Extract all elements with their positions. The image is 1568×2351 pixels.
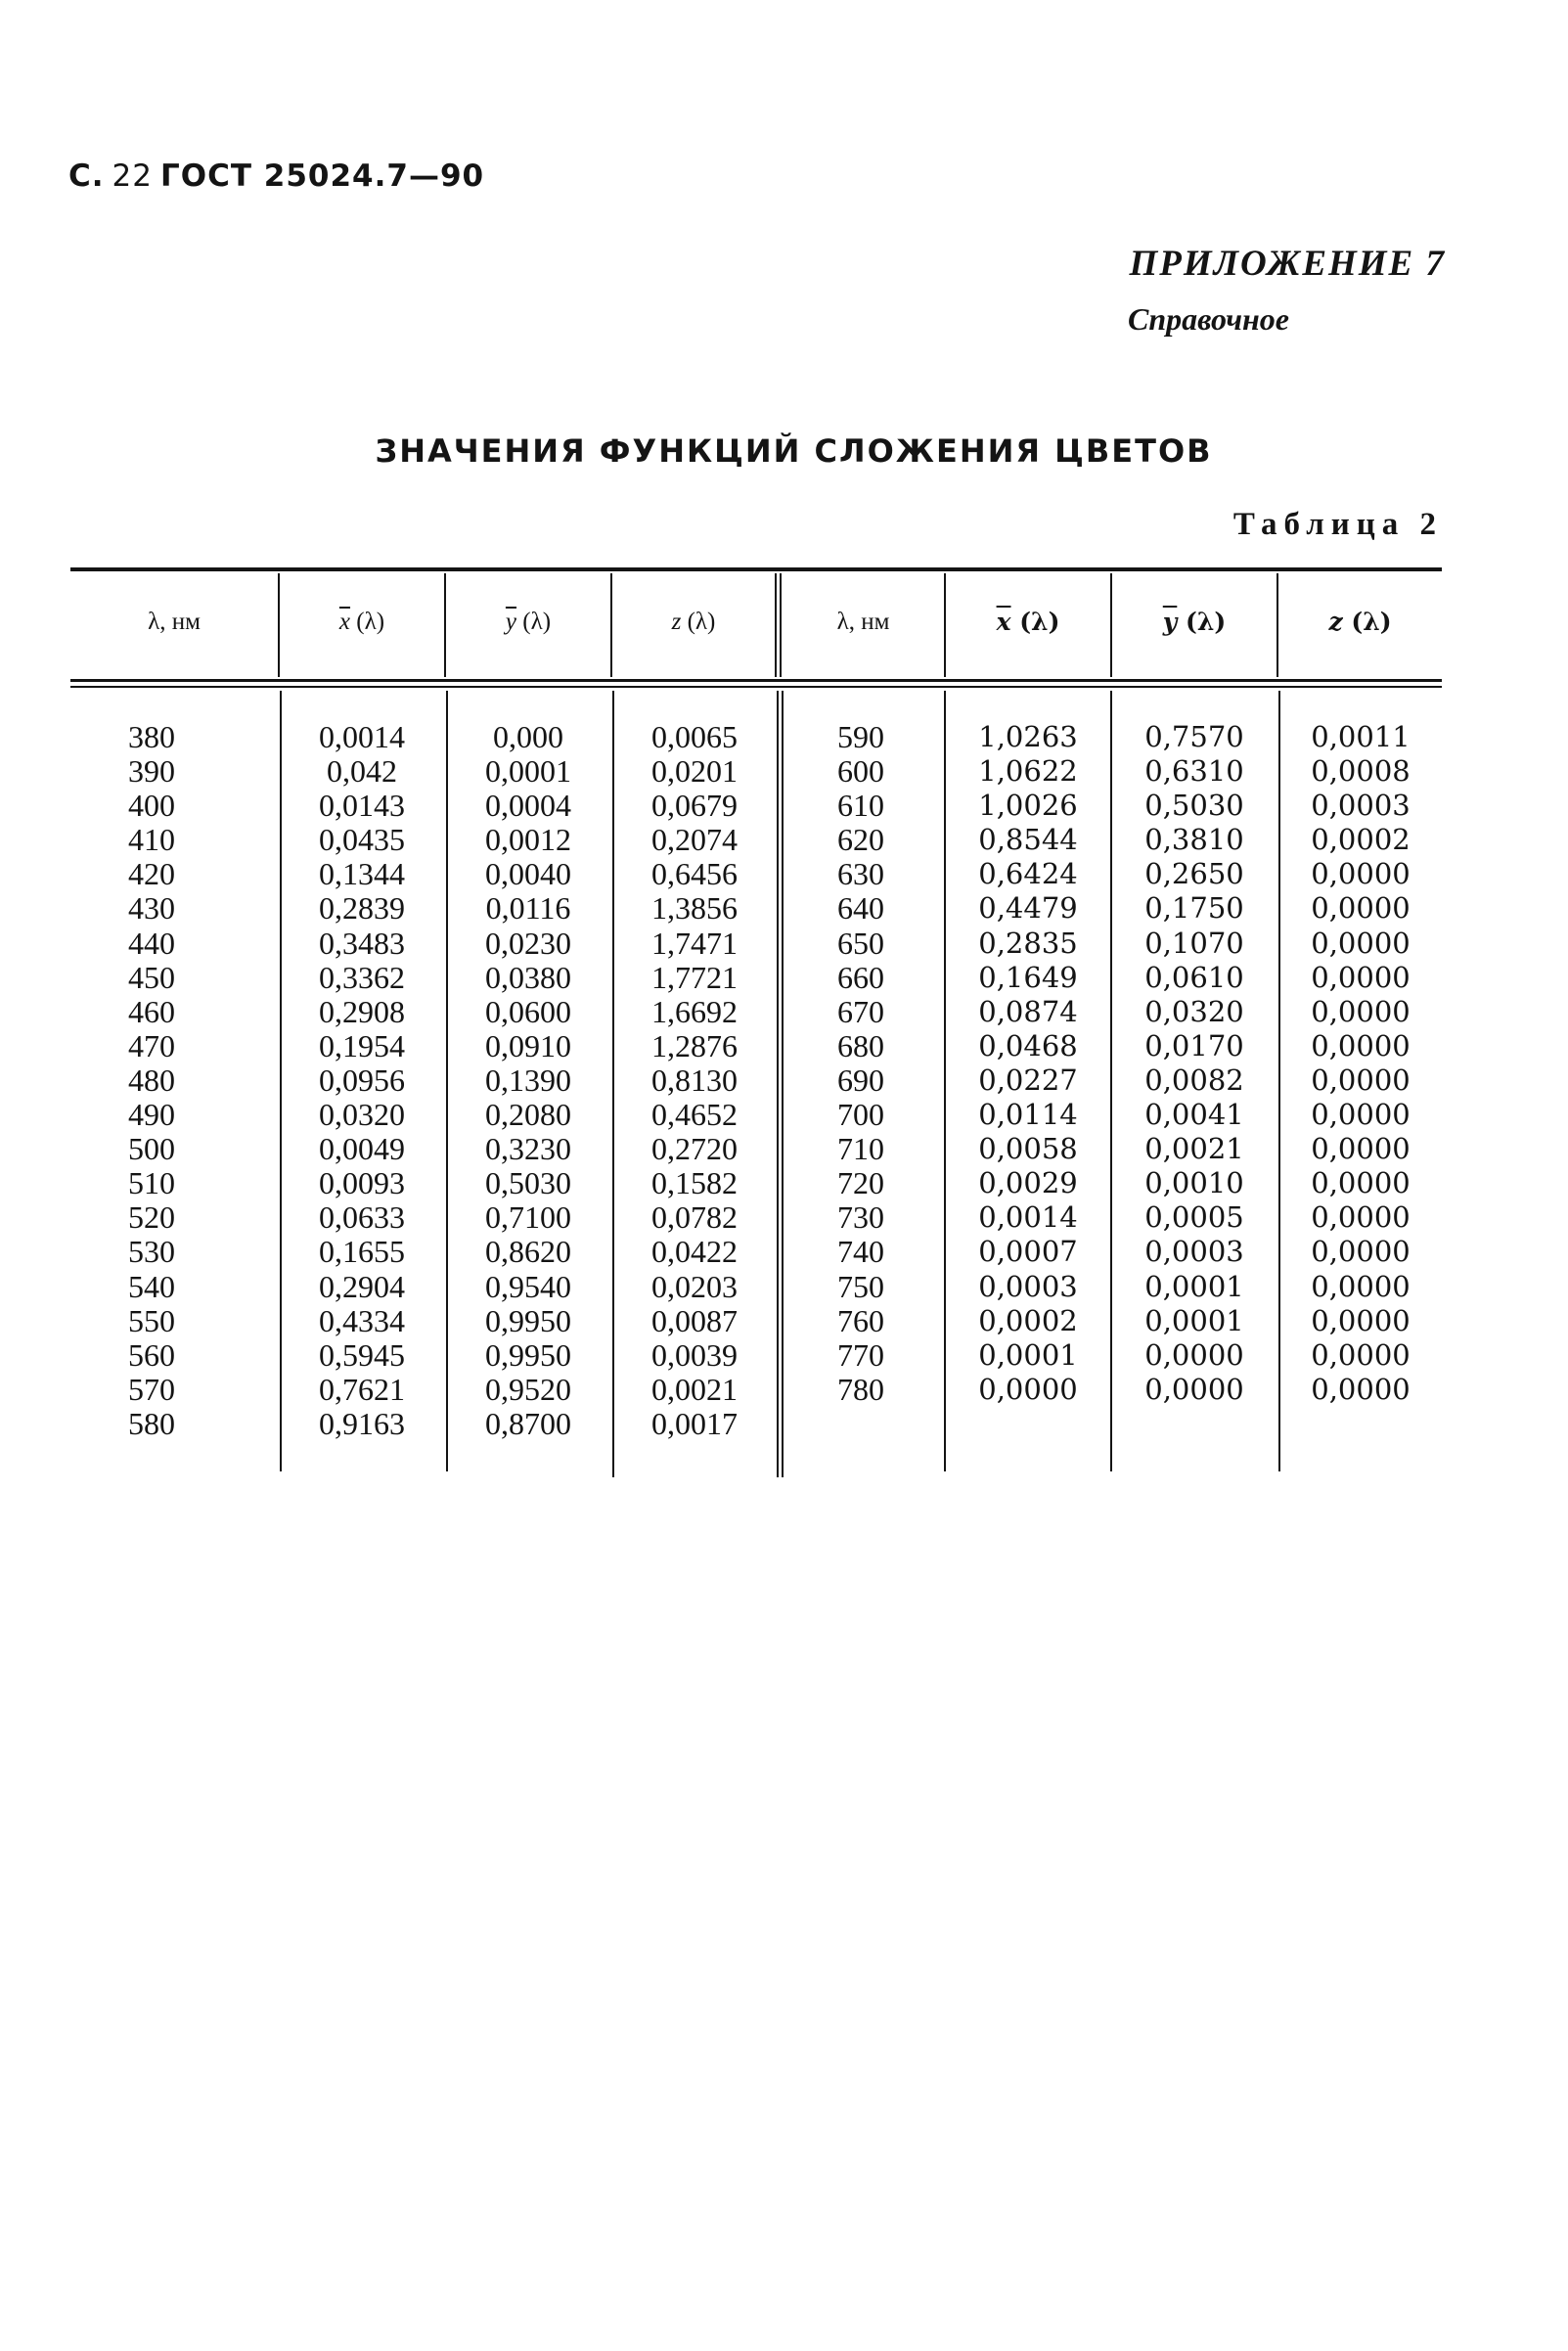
table-cell: 0,5945 bbox=[319, 1336, 405, 1373]
header-x-right-symbol: $\overline{x}$ bbox=[996, 608, 1011, 636]
table-cell: 480 bbox=[128, 1062, 175, 1098]
header-x-left-arg: (λ) bbox=[356, 609, 385, 635]
table-cell: 0,0012 bbox=[485, 822, 571, 858]
table-cell: 0,6424 bbox=[978, 857, 1078, 891]
table-cell: 0,0003 bbox=[1311, 789, 1411, 823]
table-cell: 0,0000 bbox=[1311, 1200, 1411, 1235]
table-cell: 1,6692 bbox=[651, 993, 738, 1029]
table-cell: 0,0007 bbox=[978, 1235, 1078, 1269]
table-cell: 0,0320 bbox=[1144, 994, 1244, 1028]
table-cell: 610 bbox=[837, 788, 884, 824]
table-cell: 1,0026 bbox=[978, 789, 1078, 823]
table-cell: 430 bbox=[128, 890, 175, 927]
column-y-left bbox=[450, 720, 606, 1441]
table-cell: 0,3810 bbox=[1144, 823, 1244, 857]
table-cell: 710 bbox=[837, 1131, 884, 1167]
table-cell: 0,0004 bbox=[485, 788, 571, 824]
table-cell: 0,0014 bbox=[978, 1200, 1078, 1235]
table-cell: 0,7621 bbox=[319, 1371, 405, 1407]
table-cell: 0,2074 bbox=[651, 822, 738, 858]
table-cell: 0,0910 bbox=[485, 1027, 571, 1063]
table-cell: 0,0011 bbox=[1311, 720, 1411, 753]
header-x-left bbox=[280, 603, 444, 642]
column-divider bbox=[1110, 691, 1112, 1471]
table-cell: 0,5030 bbox=[1144, 789, 1244, 823]
table-cell: 0,9950 bbox=[485, 1336, 571, 1373]
table-cell: 0,0000 bbox=[1311, 1028, 1411, 1062]
table-cell: 0,0010 bbox=[1144, 1166, 1244, 1200]
table-cell: 390 bbox=[128, 753, 175, 790]
column-divider bbox=[944, 691, 946, 1471]
table-cell: 0,0000 bbox=[1311, 1337, 1411, 1372]
table-cell: 450 bbox=[128, 959, 175, 995]
table-cell: 1,0263 bbox=[978, 720, 1078, 753]
table-cell: 0,9163 bbox=[319, 1405, 405, 1441]
table-cell: 0,000 bbox=[493, 719, 563, 754]
table-cell: 0,3230 bbox=[485, 1131, 571, 1167]
header-z-left bbox=[612, 603, 775, 642]
page-header bbox=[68, 158, 484, 194]
table-cell: 650 bbox=[837, 925, 884, 961]
table-cell: 0,0000 bbox=[1311, 926, 1411, 960]
table-cell: 0,0041 bbox=[1144, 1098, 1244, 1132]
table-cell: 0,0000 bbox=[1311, 1098, 1411, 1132]
page-title: ЗНАЧЕНИЯ ФУНКЦИЙ СЛОЖЕНИЯ ЦВЕТОВ bbox=[375, 432, 1213, 470]
table-cell: 600 bbox=[837, 753, 884, 790]
table-cell: 0,0014 bbox=[319, 719, 405, 754]
appendix-label: ПРИЛОЖЕНИЕ 7 bbox=[1129, 244, 1446, 284]
table-cell: 0,0000 bbox=[1311, 1062, 1411, 1097]
table-cell: 0,1655 bbox=[319, 1234, 405, 1270]
table-cell: 0,1649 bbox=[978, 960, 1078, 994]
table-cell: 0,0000 bbox=[1311, 1269, 1411, 1303]
header-z-left-arg: (λ) bbox=[687, 609, 716, 635]
table-cell: 0,0633 bbox=[319, 1199, 405, 1236]
table-cell: 0,0008 bbox=[1311, 754, 1411, 789]
table-cell: 0,0679 bbox=[651, 788, 738, 824]
table-cell: 730 bbox=[837, 1199, 884, 1236]
table-cell: 0,0116 bbox=[485, 890, 571, 927]
table-cell: 0,0087 bbox=[651, 1302, 738, 1338]
table-cell: 0,0000 bbox=[1311, 857, 1411, 891]
table-cell: 0,0005 bbox=[1144, 1200, 1244, 1235]
table-cell: 660 bbox=[837, 959, 884, 995]
column-wavelength-left bbox=[88, 720, 215, 1441]
table-label: Таблица 2 bbox=[1232, 507, 1443, 542]
column-z-right bbox=[1281, 720, 1440, 1407]
table-cell: 0,0610 bbox=[1144, 960, 1244, 994]
table-cell: 0,0003 bbox=[978, 1269, 1078, 1303]
header-z-right-arg: (λ) bbox=[1351, 608, 1392, 636]
table-cell: 540 bbox=[128, 1268, 175, 1304]
table-cell: 0,0227 bbox=[978, 1062, 1078, 1097]
column-divider bbox=[612, 691, 614, 1477]
table-cell: 0,7100 bbox=[485, 1199, 571, 1236]
column-z-left bbox=[616, 720, 773, 1441]
table-top-rule bbox=[70, 567, 1442, 571]
table-cell: 0,4652 bbox=[651, 1097, 738, 1133]
column-divider bbox=[1278, 691, 1280, 1471]
table-cell: 0,0049 bbox=[319, 1131, 405, 1167]
table-cell: 0,8544 bbox=[978, 823, 1078, 857]
table-cell: 0,1582 bbox=[651, 1165, 738, 1201]
table-cell: 0,1390 bbox=[485, 1062, 571, 1098]
table-cell: 530 bbox=[128, 1234, 175, 1270]
table-cell: 0,1070 bbox=[1144, 926, 1244, 960]
standard-code: ГОСТ 25024.7—90 bbox=[159, 158, 485, 194]
header-y-right-symbol: $\overline{y}$ bbox=[1162, 608, 1178, 636]
table-cell: 0,0170 bbox=[1144, 1028, 1244, 1062]
table-cell: 0,0001 bbox=[978, 1337, 1078, 1372]
table-cell: 620 bbox=[837, 822, 884, 858]
table-cell: 0,0093 bbox=[319, 1165, 405, 1201]
column-divider bbox=[446, 691, 448, 1471]
header-y-left bbox=[446, 603, 610, 642]
table-cell: 720 bbox=[837, 1165, 884, 1201]
table-cell: 1,3856 bbox=[651, 890, 738, 927]
table-cell: 0,0320 bbox=[319, 1097, 405, 1133]
table-cell: 770 bbox=[837, 1336, 884, 1373]
table-cell: 0,0001 bbox=[1144, 1303, 1244, 1337]
table-cell: 0,0021 bbox=[1144, 1132, 1244, 1166]
header-wavelength-right: λ, нм bbox=[836, 609, 890, 635]
header-wavelength-left: λ, нм bbox=[148, 609, 201, 635]
table-cell: 490 bbox=[128, 1097, 175, 1133]
table-cell: 0,0143 bbox=[319, 788, 405, 824]
table-cell: 0,0230 bbox=[485, 925, 571, 961]
table-cell: 1,7471 bbox=[651, 925, 738, 961]
table-cell: 700 bbox=[837, 1097, 884, 1133]
table-cell: 0,1954 bbox=[319, 1027, 405, 1063]
table-cell: 0,8130 bbox=[651, 1062, 738, 1098]
header-y-left-arg: (λ) bbox=[522, 609, 552, 635]
table-cell: 740 bbox=[837, 1234, 884, 1270]
table-cell: 1,2876 bbox=[651, 1027, 738, 1063]
column-y-right bbox=[1115, 720, 1274, 1407]
table-cell: 470 bbox=[128, 1027, 175, 1063]
page-number: 22 bbox=[112, 158, 153, 194]
table-cell: 500 bbox=[128, 1131, 175, 1167]
table-cell: 410 bbox=[128, 822, 175, 858]
header-z-right bbox=[1278, 603, 1442, 642]
table-cell: 590 bbox=[837, 719, 884, 754]
table-cell: 0,0435 bbox=[319, 822, 405, 858]
table-cell: 0,0017 bbox=[651, 1405, 738, 1441]
table-cell: 640 bbox=[837, 890, 884, 927]
table-cell: 0,0201 bbox=[651, 753, 738, 790]
header-y-right bbox=[1112, 603, 1277, 642]
appendix-status: Справочное bbox=[1128, 301, 1289, 337]
table-cell: 0,7570 bbox=[1144, 720, 1244, 753]
table-cell: 0,3362 bbox=[319, 959, 405, 995]
header-rule bbox=[70, 679, 1442, 682]
table-cell: 400 bbox=[128, 788, 175, 824]
table-cell: 750 bbox=[837, 1268, 884, 1304]
table-cell: 1,7721 bbox=[651, 959, 738, 995]
header-z-left-symbol: z bbox=[671, 609, 682, 635]
table-cell: 550 bbox=[128, 1302, 175, 1338]
column-divider bbox=[280, 691, 282, 1471]
column-divider-double bbox=[775, 573, 777, 677]
page-prefix: С. bbox=[68, 158, 105, 194]
table-cell: 580 bbox=[128, 1405, 175, 1441]
column-wavelength-right bbox=[783, 720, 939, 1407]
table-cell: 0,0000 bbox=[1311, 1372, 1411, 1406]
table-cell: 0,0000 bbox=[978, 1372, 1078, 1406]
table-cell: 0,2720 bbox=[651, 1131, 738, 1167]
table-cell: 0,3483 bbox=[319, 925, 405, 961]
table-cell: 1,0622 bbox=[978, 754, 1078, 789]
table-cell: 0,0065 bbox=[651, 719, 738, 754]
table-cell: 0,0000 bbox=[1311, 1235, 1411, 1269]
header-y-left-symbol: $\overline{y}$ bbox=[505, 609, 517, 635]
table-cell: 0,0000 bbox=[1311, 1303, 1411, 1337]
table-cell: 510 bbox=[128, 1165, 175, 1201]
column-x-left bbox=[284, 720, 440, 1441]
table-cell: 0,2904 bbox=[319, 1268, 405, 1304]
header-rule-second bbox=[70, 686, 1442, 688]
table-cell: 570 bbox=[128, 1371, 175, 1407]
table-cell: 0,0000 bbox=[1311, 1132, 1411, 1166]
table-cell: 0,2650 bbox=[1144, 857, 1244, 891]
table-cell: 420 bbox=[128, 856, 175, 892]
table-cell: 0,0002 bbox=[1311, 823, 1411, 857]
table-cell: 0,0003 bbox=[1144, 1235, 1244, 1269]
table-cell: 670 bbox=[837, 993, 884, 1029]
table-cell: 440 bbox=[128, 925, 175, 961]
table-cell: 0,9520 bbox=[485, 1371, 571, 1407]
table-cell: 0,5030 bbox=[485, 1165, 571, 1201]
table-cell: 0,0000 bbox=[1311, 1166, 1411, 1200]
table-cell: 460 bbox=[128, 993, 175, 1029]
table-cell: 0,0600 bbox=[485, 993, 571, 1029]
table-cell: 0,0058 bbox=[978, 1132, 1078, 1166]
table-cell: 0,0040 bbox=[485, 856, 571, 892]
table-cell: 0,9950 bbox=[485, 1302, 571, 1338]
table-cell: 0,4334 bbox=[319, 1302, 405, 1338]
table-cell: 0,2835 bbox=[978, 926, 1078, 960]
table-cell: 0,6456 bbox=[651, 856, 738, 892]
table-cell: 630 bbox=[837, 856, 884, 892]
table-cell: 0,8620 bbox=[485, 1234, 571, 1270]
table-cell: 0,0082 bbox=[1144, 1062, 1244, 1097]
table-cell: 0,0782 bbox=[651, 1199, 738, 1236]
table-cell: 0,4479 bbox=[978, 891, 1078, 926]
table-cell: 0,2080 bbox=[485, 1097, 571, 1133]
table-cell: 0,0380 bbox=[485, 959, 571, 995]
table-cell: 760 bbox=[837, 1302, 884, 1338]
header-x-left-symbol: $\overline{x}$ bbox=[338, 609, 351, 635]
table-cell: 0,0422 bbox=[651, 1234, 738, 1270]
table-cell: 0,0000 bbox=[1311, 994, 1411, 1028]
table-cell: 0,2839 bbox=[319, 890, 405, 927]
table-cell: 0,0000 bbox=[1144, 1337, 1244, 1372]
table-cell: 0,8700 bbox=[485, 1405, 571, 1441]
table-cell: 520 bbox=[128, 1199, 175, 1236]
table-cell: 690 bbox=[837, 1062, 884, 1098]
table-cell: 0,0001 bbox=[485, 753, 571, 790]
table-cell: 0,6310 bbox=[1144, 754, 1244, 789]
table-cell: 0,042 bbox=[327, 753, 397, 790]
table-cell: 780 bbox=[837, 1371, 884, 1407]
table-cell: 0,0203 bbox=[651, 1268, 738, 1304]
header-z-right-symbol: z bbox=[1328, 608, 1343, 636]
table-cell: 0,0874 bbox=[978, 994, 1078, 1028]
table-cell: 0,1750 bbox=[1144, 891, 1244, 926]
table-cell: 560 bbox=[128, 1336, 175, 1373]
table-cell: 0,0021 bbox=[651, 1371, 738, 1407]
header-x-right bbox=[946, 603, 1110, 642]
table-cell: 0,0468 bbox=[978, 1028, 1078, 1062]
table-cell: 0,1344 bbox=[319, 856, 405, 892]
table-cell: 0,0029 bbox=[978, 1166, 1078, 1200]
table-cell: 0,0000 bbox=[1311, 960, 1411, 994]
header-y-right-arg: (λ) bbox=[1186, 608, 1227, 636]
table-cell: 0,0114 bbox=[978, 1098, 1078, 1132]
table-cell: 380 bbox=[128, 719, 175, 754]
table-cell: 0,0000 bbox=[1311, 891, 1411, 926]
table-cell: 0,2908 bbox=[319, 993, 405, 1029]
header-x-right-arg: (λ) bbox=[1019, 608, 1060, 636]
table-cell: 0,0039 bbox=[651, 1336, 738, 1373]
table-cell: 0,9540 bbox=[485, 1268, 571, 1304]
table-cell: 0,0956 bbox=[319, 1062, 405, 1098]
table-cell: 680 bbox=[837, 1027, 884, 1063]
table-cell: 0,0001 bbox=[1144, 1269, 1244, 1303]
table-cell: 0,0000 bbox=[1144, 1372, 1244, 1406]
column-x-right bbox=[949, 720, 1107, 1407]
column-divider-double bbox=[777, 691, 779, 1477]
table-cell: 0,0002 bbox=[978, 1303, 1078, 1337]
